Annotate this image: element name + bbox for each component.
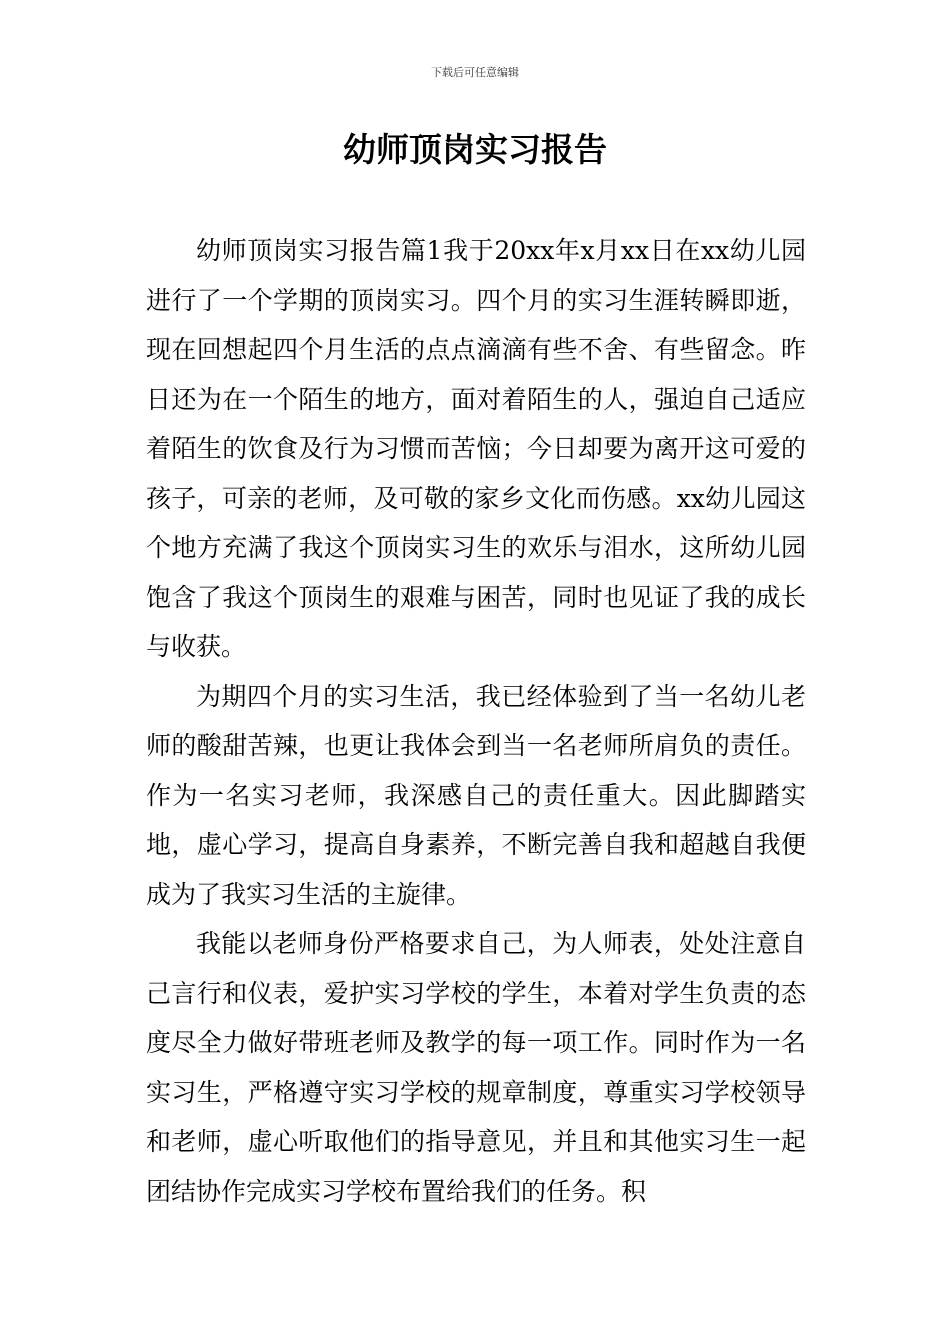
paragraph-2: 为期四个月的实习生活，我已经体验到了当一名幼儿老师的酸甜苦辣，也更让我体会到当一名老师所肩负的责任。作为一名实习老师，我深感自己的责任重大。因此脚踏实地，虚心学习，提高自身素养，不断完善自我和超越自我便成为了我实习生活的主旋律。 xyxy=(146,681,806,909)
paragraph-1: 幼师顶岗实习报告篇1我于20xx年x月xx日在xx幼儿园进行了一个学期的顶岗实习。四个月的实习生涯转瞬即逝，现在回想起四个月生活的点点滴滴有些不舍、有些留念。昨日还为在一个陌生的地方，面对着陌生的人，强迫自己适应着陌生的饮食及行为习惯而苦恼；今日却要为离开这可爱的孩子，可亲的老师，及可敬的家乡文化而伤感。xx幼儿园这个地方充满了我这个顶岗实习生的欢乐与泪水，这所幼儿园饱含了我这个顶岗生的艰难与困苦，同时也见证了我的成长与收获。 xyxy=(146,236,806,661)
document-body xyxy=(146,226,806,1216)
paragraph-3: 我能以老师身份严格要求自己，为人师表，处处注意自己言行和仪表，爱护实习学校的学生，本着对学生负责的态度尽全力做好带班老师及教学的每一项工作。同时作为一名实习生，严格遵守实习学校的规章制度，尊重实习学校领导和老师，虚心听取他们的指导意见，并且和其他实习生一起团结协作完成实习学校布置给我们的任务。积 xyxy=(146,929,806,1206)
document-title: 幼师顶岗实习报告 xyxy=(343,130,607,169)
header-note: 下载后可任意编辑 xyxy=(431,66,519,79)
